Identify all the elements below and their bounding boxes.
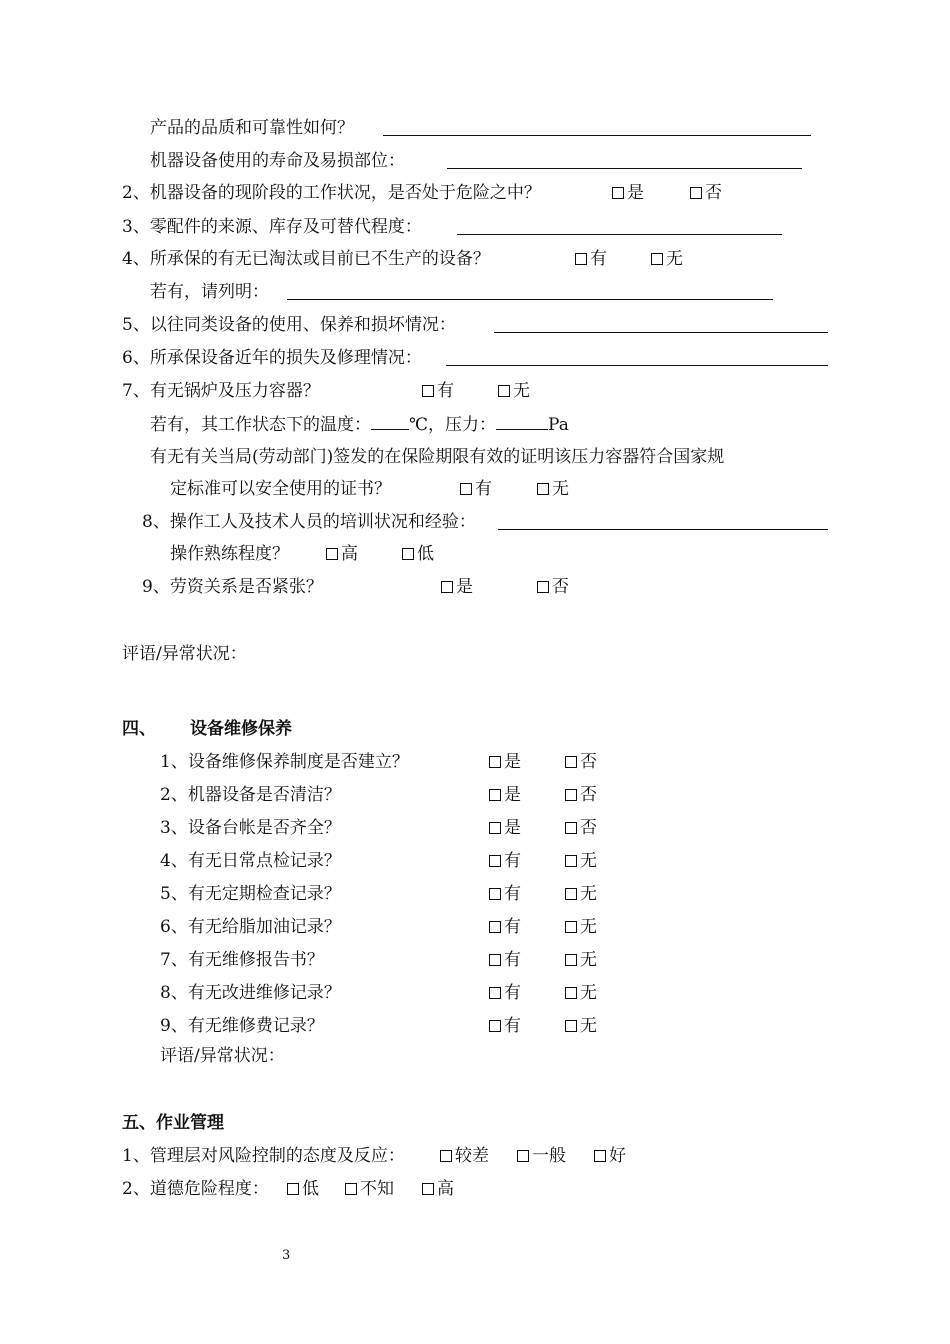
checkbox-label: 有	[504, 950, 521, 970]
checkbox-icon	[489, 921, 501, 933]
temperature-label: 若有，其工作状态下的温度：	[150, 415, 371, 435]
checkbox-q4-no[interactable]	[651, 248, 683, 270]
section4-title: 设备维修保养	[190, 719, 292, 739]
checkbox-icon	[440, 1150, 452, 1162]
checkbox-icon	[326, 548, 338, 560]
question-2: 2、机器设备的现阶段的工作状况，是否处于危险之中？	[122, 183, 541, 203]
checkbox-icon	[489, 789, 501, 801]
section4-number: 四、	[122, 719, 156, 739]
checkbox-label: 好	[609, 1146, 626, 1166]
checkbox-label: 一般	[532, 1146, 566, 1166]
maintenance-question: 9、有无维修费记录？	[160, 1016, 324, 1036]
checkbox-icon	[575, 253, 587, 265]
remarks-label-section4: 评语/异常状况：	[160, 1046, 285, 1066]
checkbox-maintenance-yes[interactable]	[489, 1015, 521, 1037]
maintenance-question: 8、有无改进维修记录？	[160, 983, 341, 1003]
section5-title: 五、作业管理	[122, 1113, 224, 1133]
checkbox-maintenance-yes[interactable]	[489, 784, 521, 806]
checkbox-label: 否	[705, 183, 722, 203]
checkbox-q2-no[interactable]	[690, 182, 722, 204]
checkbox-label: 是	[456, 577, 473, 597]
checkbox-attitude-poor[interactable]	[440, 1145, 489, 1167]
checkbox-moral-low[interactable]	[287, 1178, 319, 1200]
checkbox-icon	[565, 954, 577, 966]
checkbox-label: 有	[504, 884, 521, 904]
checkbox-label: 有	[504, 1016, 521, 1036]
maintenance-question: 4、有无日常点检记录？	[160, 851, 341, 871]
checkbox-icon	[565, 921, 577, 933]
checkbox-icon	[489, 987, 501, 999]
question-7-cert-line2: 定标准可以安全使用的证书？	[170, 479, 391, 499]
question-7: 7、有无锅炉及压力容器？	[122, 381, 320, 401]
question-7-temperature-pressure	[150, 413, 569, 435]
checkbox-icon	[565, 822, 577, 834]
checkbox-icon	[402, 548, 414, 560]
question-5: 5、以往同类设备的使用、保养和损坏情况：	[122, 315, 456, 335]
checkbox-maintenance-no[interactable]	[565, 751, 597, 773]
checkbox-q7-cert-yes[interactable]	[460, 478, 492, 500]
answer-line-lifespan[interactable]	[447, 168, 802, 169]
maintenance-question: 1、设备维修保养制度是否建立？	[160, 752, 409, 772]
checkbox-maintenance-no[interactable]	[565, 784, 597, 806]
checkbox-label: 无	[666, 249, 683, 269]
checkbox-label: 有	[504, 851, 521, 871]
temperature-blank[interactable]	[371, 413, 409, 430]
checkbox-maintenance-no[interactable]	[565, 982, 597, 1004]
question-lifespan: 机器设备使用的寿命及易损部位：	[150, 151, 405, 171]
checkbox-icon	[651, 253, 663, 265]
checkbox-q2-yes[interactable]	[612, 182, 644, 204]
checkbox-q9-no[interactable]	[537, 576, 569, 598]
checkbox-q7-cert-no[interactable]	[537, 478, 569, 500]
answer-line-quality[interactable]	[383, 135, 811, 136]
checkbox-label: 无	[580, 950, 597, 970]
checkbox-icon	[460, 483, 472, 495]
question-9: 9、劳资关系是否紧张？	[142, 577, 323, 597]
checkbox-q8-low[interactable]	[402, 543, 434, 565]
checkbox-label: 低	[417, 544, 434, 564]
pressure-label: ℃，压力：	[409, 415, 497, 435]
answer-line-q5[interactable]	[494, 332, 828, 333]
checkbox-label: 有	[504, 917, 521, 937]
checkbox-icon	[498, 385, 510, 397]
checkbox-icon	[565, 888, 577, 900]
checkbox-maintenance-yes[interactable]	[489, 850, 521, 872]
question-3: 3、零配件的来源、库存及可替代程度：	[122, 217, 422, 237]
checkbox-attitude-average[interactable]	[517, 1145, 566, 1167]
question-4: 4、所承保的有无已淘汰或目前已不生产的设备？	[122, 249, 490, 269]
maintenance-question: 3、设备台帐是否齐全？	[160, 818, 341, 838]
checkbox-label: 高	[341, 544, 358, 564]
checkbox-maintenance-no[interactable]	[565, 949, 597, 971]
section5-question-2: 2、道德危险程度：	[122, 1179, 269, 1199]
checkbox-label: 无	[552, 479, 569, 499]
checkbox-icon	[422, 385, 434, 397]
answer-line-q8[interactable]	[498, 529, 828, 530]
question-quality: 产品的品质和可靠性如何？	[150, 118, 354, 138]
answer-line-q3[interactable]	[457, 234, 782, 235]
checkbox-label: 有	[437, 381, 454, 401]
question-8: 8、操作工人及技术人员的培训状况和经验：	[142, 512, 476, 532]
checkbox-maintenance-no[interactable]	[565, 850, 597, 872]
checkbox-label: 是	[627, 183, 644, 203]
checkbox-icon	[565, 1020, 577, 1032]
checkbox-icon	[537, 483, 549, 495]
checkbox-label: 无	[580, 983, 597, 1003]
checkbox-label: 否	[580, 752, 597, 772]
checkbox-maintenance-yes[interactable]	[489, 751, 521, 773]
checkbox-label: 无	[580, 884, 597, 904]
pressure-unit: Pa	[548, 415, 569, 435]
checkbox-icon	[489, 756, 501, 768]
answer-line-q6[interactable]	[446, 365, 828, 366]
checkbox-label: 不知	[360, 1179, 394, 1199]
checkbox-label: 无	[580, 851, 597, 871]
checkbox-q7-yes[interactable]	[422, 380, 454, 402]
maintenance-question: 2、机器设备是否清洁？	[160, 785, 341, 805]
checkbox-icon	[537, 581, 549, 593]
checkbox-maintenance-yes[interactable]	[489, 817, 521, 839]
checkbox-label: 否	[580, 785, 597, 805]
question-7-cert-line1: 有无有关当局(劳动部门)签发的在保险期限有效的证明该压力容器符合国家规	[150, 447, 725, 467]
checkbox-maintenance-yes[interactable]	[489, 883, 521, 905]
question-6: 6、所承保设备近年的损失及修理情况：	[122, 348, 422, 368]
checkbox-label: 是	[504, 752, 521, 772]
checkbox-icon	[565, 756, 577, 768]
checkbox-maintenance-no[interactable]	[565, 817, 597, 839]
checkbox-icon	[489, 954, 501, 966]
answer-line-q4-sub[interactable]	[287, 299, 773, 300]
checkbox-icon	[287, 1183, 299, 1195]
checkbox-label: 是	[504, 785, 521, 805]
checkbox-label: 否	[580, 818, 597, 838]
checkbox-q8-high[interactable]	[326, 543, 358, 565]
checkbox-maintenance-no[interactable]	[565, 1015, 597, 1037]
checkbox-icon	[612, 187, 624, 199]
checkbox-label: 无	[513, 381, 530, 401]
pressure-blank[interactable]	[496, 413, 548, 430]
checkbox-icon	[594, 1150, 606, 1162]
checkbox-icon	[565, 789, 577, 801]
checkbox-icon	[489, 1020, 501, 1032]
checkbox-icon	[489, 822, 501, 834]
checkbox-maintenance-no[interactable]	[565, 883, 597, 905]
remarks-label-section3: 评语/异常状况：	[122, 644, 247, 664]
checkbox-label: 较差	[455, 1146, 489, 1166]
checkbox-moral-unknown[interactable]	[345, 1178, 394, 1200]
checkbox-icon	[565, 987, 577, 999]
checkbox-label: 有	[590, 249, 607, 269]
checkbox-label: 有	[504, 983, 521, 1003]
maintenance-question: 7、有无维修报告书？	[160, 950, 324, 970]
checkbox-moral-high[interactable]	[422, 1178, 454, 1200]
checkbox-icon	[489, 888, 501, 900]
checkbox-icon	[489, 855, 501, 867]
checkbox-icon	[517, 1150, 529, 1162]
checkbox-maintenance-yes[interactable]	[489, 916, 521, 938]
checkbox-attitude-good[interactable]	[594, 1145, 626, 1167]
checkbox-label: 否	[552, 577, 569, 597]
question-8-sub: 操作熟练程度？	[170, 544, 289, 564]
page-number: 3	[282, 1248, 291, 1263]
checkbox-maintenance-yes[interactable]	[489, 982, 521, 1004]
maintenance-question: 5、有无定期检查记录？	[160, 884, 341, 904]
section5-question-1: 1、管理层对风险控制的态度及反应：	[122, 1146, 405, 1166]
question-4-sub: 若有，请列明：	[150, 282, 269, 302]
checkbox-q4-yes[interactable]	[575, 248, 607, 270]
checkbox-icon	[690, 187, 702, 199]
checkbox-label: 有	[475, 479, 492, 499]
checkbox-q9-yes[interactable]	[441, 576, 473, 598]
checkbox-label: 低	[302, 1179, 319, 1199]
checkbox-label: 高	[437, 1179, 454, 1199]
checkbox-q7-no[interactable]	[498, 380, 530, 402]
checkbox-maintenance-yes[interactable]	[489, 949, 521, 971]
checkbox-label: 无	[580, 1016, 597, 1036]
checkbox-label: 无	[580, 917, 597, 937]
checkbox-label: 是	[504, 818, 521, 838]
maintenance-question: 6、有无给脂加油记录？	[160, 917, 341, 937]
checkbox-icon	[345, 1183, 357, 1195]
checkbox-icon	[565, 855, 577, 867]
checkbox-icon	[441, 581, 453, 593]
checkbox-icon	[422, 1183, 434, 1195]
checkbox-maintenance-no[interactable]	[565, 916, 597, 938]
